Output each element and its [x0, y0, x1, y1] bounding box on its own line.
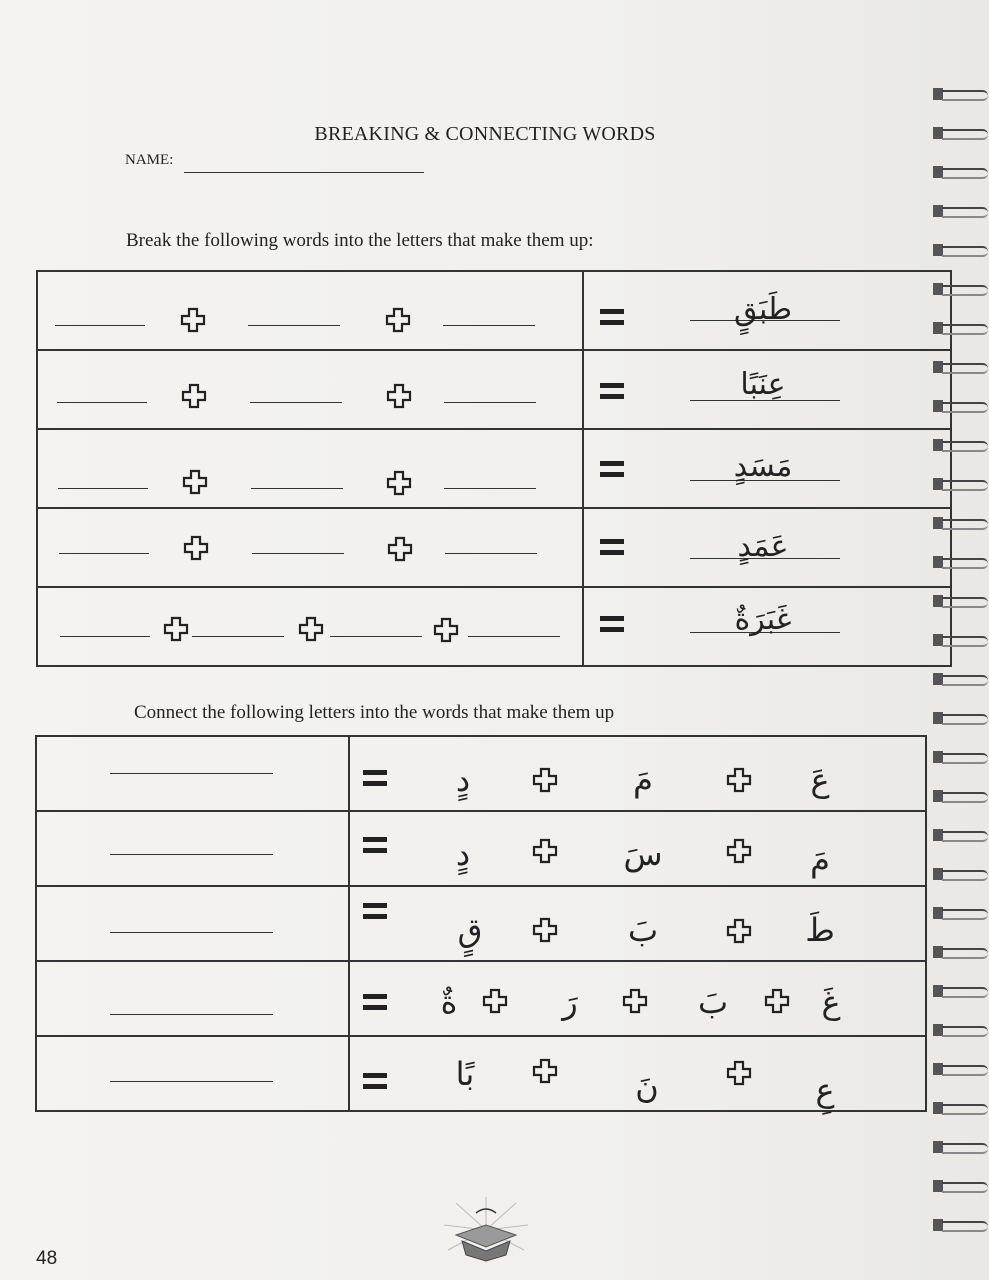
equals-icon	[363, 1073, 387, 1091]
spiral-ring	[933, 244, 989, 256]
break-words-table	[36, 270, 952, 667]
answer-blank[interactable]	[110, 854, 273, 855]
answer-cell	[36, 886, 349, 961]
answer-cell	[36, 961, 349, 1036]
spiral-ring	[933, 1102, 989, 1114]
spiral-ring	[933, 205, 989, 217]
spiral-ring	[933, 946, 989, 958]
equals-icon	[363, 903, 387, 921]
arabic-letter: بَ	[697, 983, 729, 1021]
table-row	[37, 271, 951, 350]
page-number: 48	[36, 1248, 58, 1269]
name-label: NAME:	[125, 152, 174, 168]
equals-icon	[600, 383, 624, 401]
arabic-word: مَسَدٍ	[733, 449, 793, 484]
plus-icon	[532, 1058, 558, 1084]
plus-icon	[532, 767, 558, 793]
answer-blank[interactable]	[443, 325, 535, 326]
answer-blank[interactable]	[251, 488, 343, 489]
answer-blank[interactable]	[110, 1014, 273, 1015]
arabic-letter: عَ	[810, 761, 830, 799]
plus-icon	[180, 307, 206, 333]
break-instruction: Break the following words into the letters that make them up:	[126, 230, 594, 251]
arabic-letter: غَ	[821, 983, 841, 1021]
table-row	[36, 961, 926, 1036]
equals-icon	[363, 770, 387, 788]
arabic-letter: سَ	[623, 835, 663, 873]
answer-blank[interactable]	[192, 636, 284, 637]
plus-icon	[183, 535, 209, 561]
spiral-ring	[933, 595, 989, 607]
answer-blank[interactable]	[110, 932, 273, 933]
table-row	[37, 350, 951, 429]
plus-icon	[622, 988, 648, 1014]
arabic-letter: دٍ	[455, 761, 471, 799]
plus-icon	[387, 536, 413, 562]
plus-icon	[482, 988, 508, 1014]
spiral-ring	[933, 439, 989, 451]
plus-icon	[433, 617, 459, 643]
spiral-ring	[933, 712, 989, 724]
answer-blank[interactable]	[57, 402, 147, 403]
answer-blank[interactable]	[110, 1081, 273, 1082]
plus-icon	[726, 838, 752, 864]
answer-cell	[36, 811, 349, 886]
plus-icon	[182, 469, 208, 495]
arabic-word: غَبَرَةٌ	[734, 602, 792, 637]
answer-cell	[37, 350, 583, 429]
equals-icon	[600, 309, 624, 327]
spiral-ring	[933, 1024, 989, 1036]
arabic-word: عِنَبًا	[740, 367, 786, 402]
plus-icon	[532, 838, 558, 864]
arabic-word: عَمَدٍ	[737, 529, 789, 564]
arabic-word: طَبَقٍ	[734, 292, 792, 327]
spiral-ring	[933, 517, 989, 529]
table-row	[37, 429, 951, 508]
answer-blank[interactable]	[59, 553, 149, 554]
arabic-letter: بَ	[627, 911, 659, 949]
plus-icon	[386, 470, 412, 496]
spiral-ring	[933, 88, 989, 100]
equals-icon	[600, 461, 624, 479]
arabic-letter: عِ	[815, 1071, 835, 1109]
answer-blank[interactable]	[330, 636, 422, 637]
answer-blank[interactable]	[58, 488, 148, 489]
plus-icon	[764, 988, 790, 1014]
arabic-letter: مَ	[633, 761, 653, 799]
spiral-ring	[933, 868, 989, 880]
plus-icon	[386, 383, 412, 409]
spiral-ring	[933, 361, 989, 373]
book-emblem-icon	[436, 1195, 536, 1265]
spiral-ring	[933, 673, 989, 685]
plus-icon	[726, 767, 752, 793]
plus-icon	[726, 1060, 752, 1086]
plus-icon	[163, 616, 189, 642]
equals-icon	[600, 616, 624, 634]
spiral-ring	[933, 283, 989, 295]
arabic-letter: ةٌ	[440, 983, 458, 1021]
equals-icon	[363, 837, 387, 855]
spiral-binding	[927, 70, 989, 1280]
answer-blank[interactable]	[445, 553, 537, 554]
spiral-ring	[933, 400, 989, 412]
plus-icon	[298, 616, 324, 642]
spiral-ring	[933, 751, 989, 763]
answer-blank[interactable]	[60, 636, 150, 637]
spiral-ring	[933, 829, 989, 841]
arabic-letter: دٍ	[455, 835, 471, 873]
spiral-ring	[933, 1180, 989, 1192]
spiral-ring	[933, 907, 989, 919]
answer-cell	[37, 271, 583, 350]
spiral-ring	[933, 1219, 989, 1231]
arabic-letter: قٍ	[457, 911, 483, 949]
answer-blank[interactable]	[248, 325, 340, 326]
answer-blank[interactable]	[55, 325, 145, 326]
plus-icon	[181, 383, 207, 409]
equals-icon	[363, 994, 387, 1012]
spiral-ring	[933, 985, 989, 997]
spiral-ring	[933, 634, 989, 646]
table-row	[37, 508, 951, 587]
plus-icon	[385, 307, 411, 333]
spiral-ring	[933, 1063, 989, 1075]
plus-icon	[532, 917, 558, 943]
connect-instruction: Connect the following letters into the words that make them up	[134, 702, 615, 723]
spiral-ring	[933, 790, 989, 802]
arabic-letter: بًا	[455, 1055, 475, 1093]
answer-blank[interactable]	[110, 773, 273, 774]
spiral-ring	[933, 127, 989, 139]
answer-cell	[37, 429, 583, 508]
spiral-ring	[933, 556, 989, 568]
answer-blank[interactable]	[250, 402, 342, 403]
answer-cell	[37, 508, 583, 587]
plus-icon	[726, 918, 752, 944]
answer-cell	[36, 1036, 349, 1111]
equals-icon	[600, 539, 624, 557]
arabic-letter: طَ	[805, 911, 835, 949]
answer-blank[interactable]	[444, 402, 536, 403]
spiral-ring	[933, 166, 989, 178]
spiral-ring	[933, 1141, 989, 1153]
arabic-letter: رَ	[562, 983, 578, 1021]
answer-blank[interactable]	[444, 488, 536, 489]
spiral-ring	[933, 322, 989, 334]
page-title: BREAKING & CONNECTING WORDS	[314, 123, 656, 145]
answer-blank[interactable]	[468, 636, 560, 637]
arabic-letter: مَ	[810, 841, 830, 879]
answer-blank[interactable]	[252, 553, 344, 554]
arabic-letter: نَ	[635, 1068, 659, 1106]
spiral-ring	[933, 478, 989, 490]
name-field[interactable]	[184, 172, 424, 173]
